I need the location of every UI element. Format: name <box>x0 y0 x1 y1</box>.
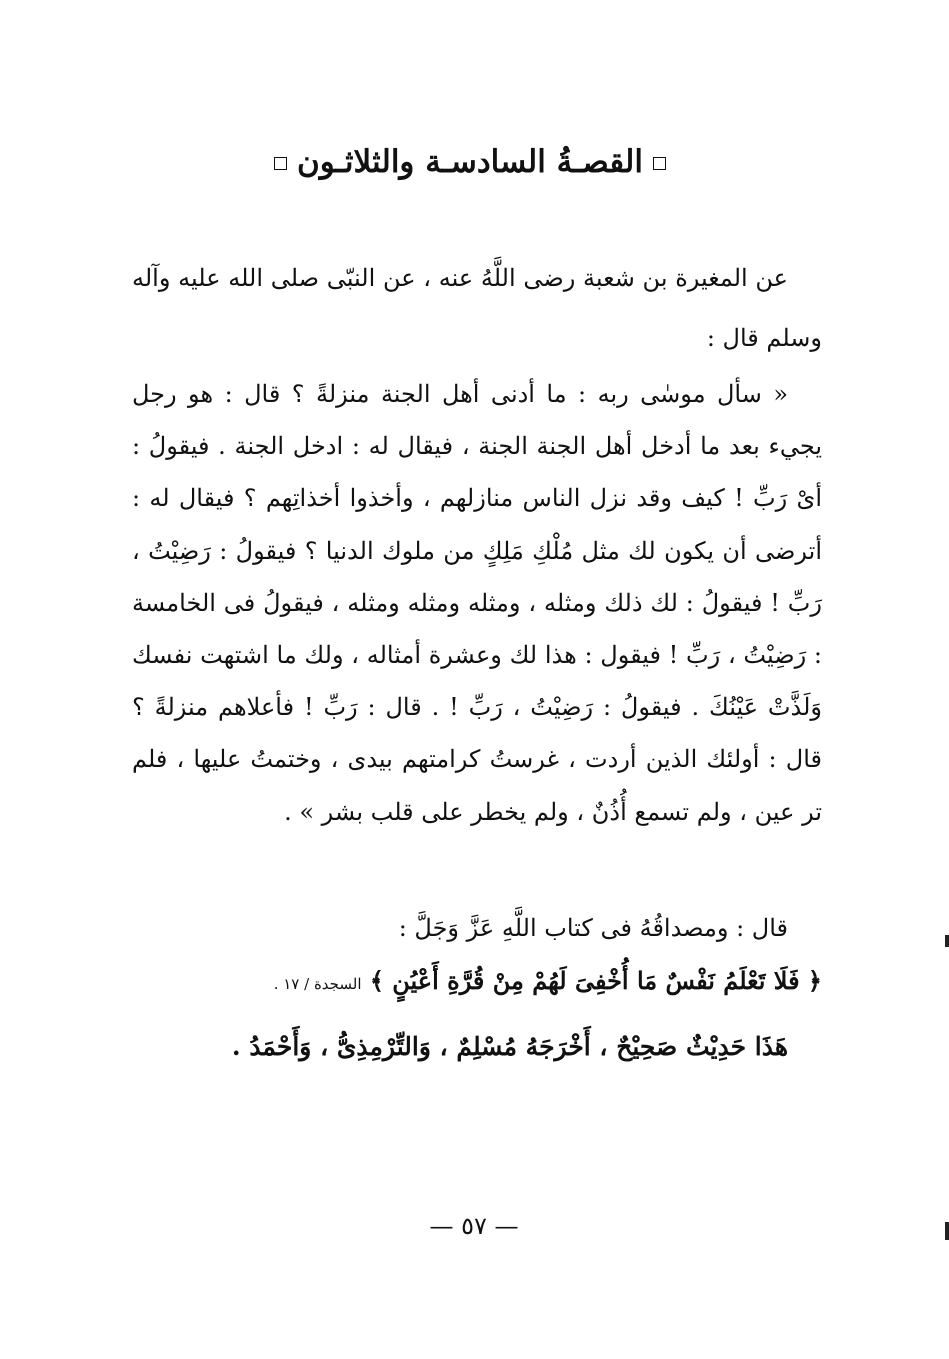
square-ornament-icon <box>653 157 666 170</box>
verse-reference: السجدة / ١٧ . <box>273 975 362 993</box>
hadith-grading: هَذَا حَدِيْثٌ صَحِيْحٌ ، أَخْرَجَهُ مُسْلِمٌ ، وَالتِّرْمِذِىُّ ، وَأَحْمَدُ . <box>231 1032 788 1061</box>
story-title <box>130 142 810 182</box>
scan-edge-mark <box>945 1222 949 1240</box>
quran-verse-text: ﴿ فَلَا تَعْلَمُ نَفْسٌ مَا أُخْفِىَ لَهُمْ مِنْ قُرَّةِ أَعْيُنٍ ﴾ <box>369 966 822 995</box>
story-title-text: القصـةُ السادسـة والثلاثـون <box>297 144 643 180</box>
hadith-paragraph: « سأل موسٰى ربه : ما أدنى أهل الجنة منزلةً ؟ قال : هو رجل يجيء بعد ما أدخل أهل الجنة الجنة ، فيقال له : ادخل الجنة . فيقولُ : أىْ رَبِّ ! كيف وقد نزل الناس منازلهم ، وأخذوا أخذاتِهم ؟ فيقال له : أترضى أن يكون لك مثل مُلْكِ مَلِكٍ من ملوك الدنيا ؟ فيقولُ : رَضِيْتُ ، رَبِّ ! فيقولُ : لك ذلك ومثله ، ومثله ومثله ومثله ، فيقولُ فى الخامسة : رَضِيْتُ ، رَبِّ ! فيقول : هذا لك وعشرة أمثاله ، ولك ما اشتهت نفسك وَلَذَّتْ عَيْنُكَ . فيقولُ : رَضِيْتُ ، رَبِّ ! . قال : رَبِّ ! فأعلاهم منزلةً ؟ قال : أولئك الذين أردت ، غرستُ كرامتهم بيدى ، وختمتُ عليها ، فلم تر عين ، ولم تسمع أُذُنٌ ، ولم يخطر على قلب بشر » . <box>132 380 823 826</box>
quran-verse <box>132 958 822 1007</box>
confirmation-line: قال : ومصداقُهُ فى كتاب اللَّهِ عَزَّ وَجَلَّ : <box>398 914 788 942</box>
intro-paragraph: عن المغيرة بن شعبة رضى اللَّهُ عنه ، عن النبّى صلى الله عليه وآله وسلم قال : <box>132 264 822 352</box>
square-ornament-icon <box>274 157 287 170</box>
scan-edge-mark <box>945 935 949 947</box>
page-number: — ٥٧ — <box>429 1212 519 1240</box>
